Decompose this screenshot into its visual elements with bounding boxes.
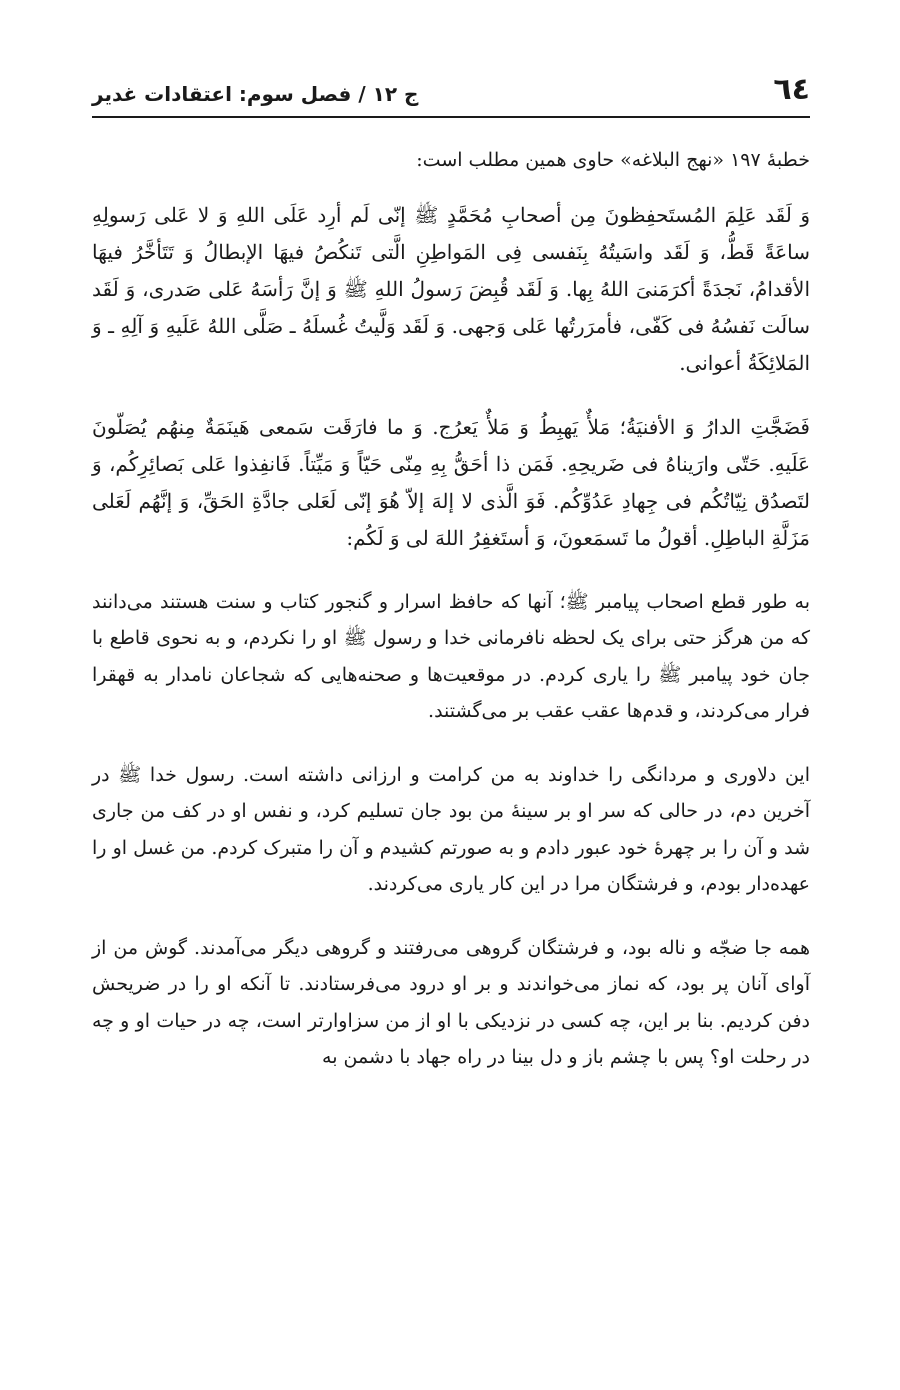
running-title: ج ۱۲ / فصل سوم: اعتقادات غدیر	[92, 82, 419, 106]
arabic-quote-paragraph-2: فَضَجَّتِ الدارُ وَ الأفنیَةُ؛ مَلأٌ یَهبِطُ وَ مَلأٌ یَعرُج. وَ ما فارَقَت سَمعی هَینَمَةٌ مِنهُم یُصَلّونَ عَلَیهِ. حَتّی وارَیناهُ فی ضَریحِهِ. فَمَن ذا أحَقُّ بِهِ مِنّی حَیّاً وَ مَیِّتاً. فَانفِذوا عَلی بَصائِرِکُم، وَ لتَصدُق نِیّاتُکُم فی جِهادِ عَدُوِّکُم. فَوَ الَّذی لا إلهَ إلاّ هُوَ إنّی لَعَلی جادَّةِ الحَقِّ، وَ إنَّهُم لَعَلی مَزَلَّةِ الباطِلِ. أقولُ ما تَسمَعونَ، وَ أستَغفِرُ اللهَ لی وَ لَکُم:	[92, 414, 810, 550]
page-header	[92, 70, 810, 118]
arabic-quote-paragraph-1: وَ لَقَد عَلِمَ المُستَحفِظونَ مِن أصحابِ مُحَمَّدٍ ﷺ إنّی لَم أرِد عَلَی اللهِ وَ لا عَلی رَسولِهِ ساعَةً قَطُّ، وَ لَقَد واسَیتُهُ بِنَفسی فِی المَواطِنِ الَّتی تَنکُصُ فیهَا الإبطالُ وَ تَتَأخَّرُ فیهَا الأقدامُ، نَجدَةً أکرَمَنیَ اللهُ بِها. وَ لَقَد قُبِضَ رَسولُ اللهِ ﷺ وَ إنَّ رَأسَهُ عَلی صَدری، وَ لَقَد سالَت نَفسُهُ فی کَفّی، فأمرَرتُها عَلی وَجهی. وَ لَقَد وَلَّیتُ غُسلَهُ ـ صَلَّی اللهُ عَلَیهِ وَ آلِهِ ـ وَ المَلائِکَةُ أعوانی.	[92, 202, 810, 375]
intro-paragraph: خطبهٔ ۱۹۷ «نهج البلاغه» حاوی همین مطلب است:	[416, 149, 810, 171]
translation-paragraph-2: این دلاوری و مردانگی را خداوند به من کرامت و ارزانی داشته است. رسول خدا ﷺ در آخرین دم، در حالی که سر او بر سینهٔ من بود جان تسلیم کرد، و نفس او در کف من جاری شد و آن را بر چهرهٔ خود عبور دادم و به صورتم کشیدم و آن را متبرک کردم. من غسل او را عهده‌دار بودم، و فرشتگان مرا در این کار یاری می‌کردند.	[92, 763, 810, 895]
body-text	[92, 142, 810, 1103]
translation-paragraph-3: همه جا ضجّه و ناله بود، و فرشتگان گروهی می‌رفتند و گروهی دیگر می‌آمدند. گوش من از آوای آنان پر بود، که نماز می‌خواندند و بر او درود می‌فرستادند. تا آنکه او را در ضریحش دفن کردیم. بنا بر این، چه کسی در نزدیکی با او از من سزاوارتر است، چه در حیات او و چه در رحلت او؟ پس با چشم باز و دل بینا در راه جهاد با دشمن به	[92, 936, 810, 1068]
translation-paragraph-1: به طور قطع اصحاب پیامبر ﷺ؛ آنها که حافظ اسرار و گنجور کتاب و سنت هستند می‌دانند که من هرگز حتی برای یک لحظه نافرمانی خدا و رسول ﷺ او را نکردم، و به نحوی قاطع با جان خود پیامبر ﷺ را یاری کردم. در موقعیت‌ها و صحنه‌هایی که شجاعان نامدار به قهقرا فرار می‌کردند، و قدم‌ها عقب عقب بر می‌گشتند.	[92, 590, 810, 722]
book-page	[92, 0, 810, 1390]
page-number: ٦٤	[773, 72, 810, 107]
